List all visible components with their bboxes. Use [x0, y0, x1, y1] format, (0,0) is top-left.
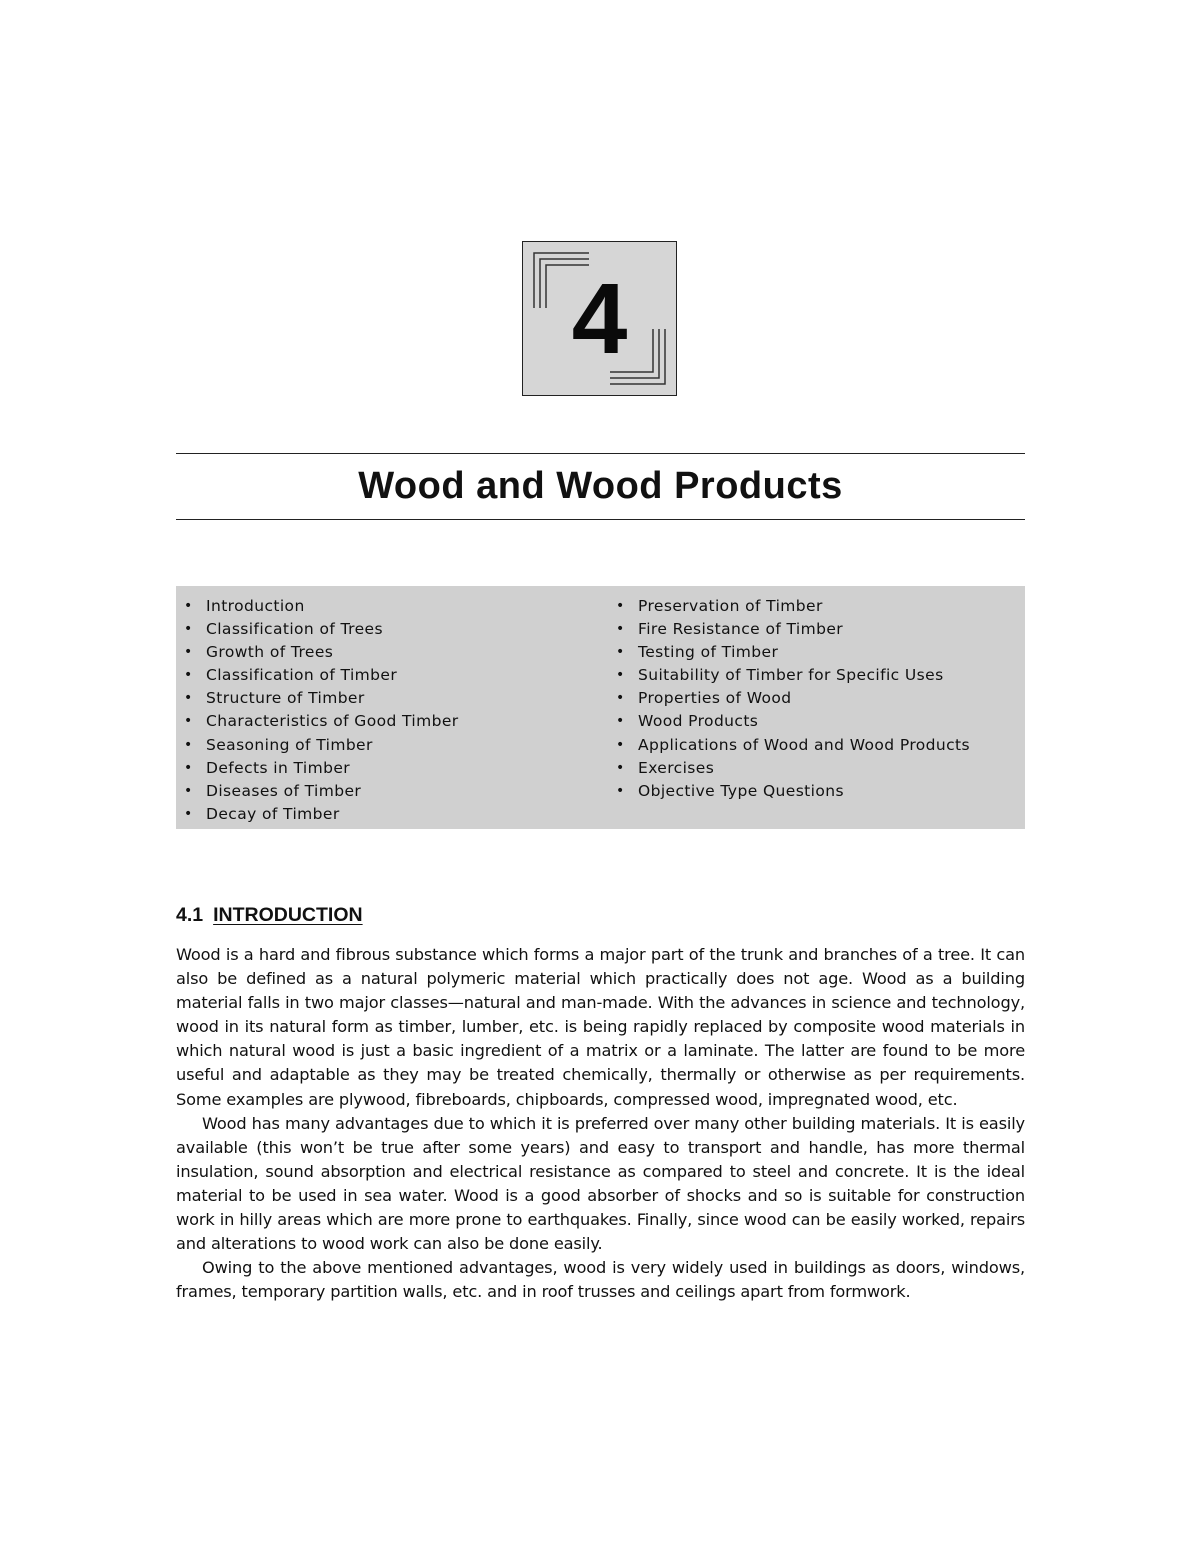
- section-number: 4.1: [176, 904, 204, 926]
- bullet-icon: •: [616, 598, 625, 614]
- contents-item: • Characteristics of Good Timber: [184, 710, 459, 733]
- chapter-number: 4: [571, 263, 628, 375]
- contents-item: • Wood Products: [616, 710, 970, 733]
- chapter-title: Wood and Wood Products: [358, 465, 843, 507]
- title-rule-top: [176, 453, 1025, 454]
- title-rule-bottom: [176, 519, 1025, 520]
- bullet-icon: •: [184, 759, 193, 776]
- section-heading: [176, 902, 363, 928]
- bullet-icon: •: [184, 621, 193, 638]
- contents-item: • Diseases of Timber: [184, 780, 459, 803]
- contents-item: • Suitability of Timber for Specific Uses: [616, 664, 970, 687]
- contents-item: • Structure of Timber: [184, 687, 459, 710]
- body-paragraph: Owing to the above mentioned advantages, wood is very widely used in buildings as doors, windows, frames, temporary partition walls, etc. and in roof trusses and ceilings apart from formwork.: [176, 1258, 1025, 1302]
- bullet-icon: •: [184, 598, 193, 614]
- contents-item: • Defects in Timber: [184, 757, 459, 780]
- bullet-icon: •: [184, 713, 193, 730]
- contents-item: • Fire Resistance of Timber: [616, 618, 970, 641]
- contents-item: • Preservation of Timber: [616, 595, 970, 618]
- contents-column-right: [616, 595, 970, 803]
- bullet-icon: •: [616, 782, 625, 799]
- contents-item: • Classification of Timber: [184, 664, 459, 687]
- contents-item: • Growth of Trees: [184, 641, 459, 664]
- bullet-icon: •: [616, 759, 625, 776]
- contents-item: • Seasoning of Timber: [184, 734, 459, 757]
- bullet-icon: •: [184, 736, 193, 753]
- body-paragraph: Wood has many advantages due to which it is preferred over many other building materials. It is easily available (this won’t be true after some years) and easy to transport and handle, has more thermal insulation, sound absorption and electrical resistance as compared to steel and concrete. It is the ideal material to be used in sea water. Wood is a good absorber of shocks and so is suitable for construction work in hilly areas which are more prone to earthquakes. Finally, since wood can be easily worked, repairs and alterations to wood work can also be done easily.: [176, 1113, 1025, 1254]
- bullet-icon: •: [184, 644, 193, 661]
- contents-item: • Objective Type Questions: [616, 780, 970, 803]
- contents-item: • Introduction: [184, 595, 459, 618]
- contents-item: • Exercises: [616, 757, 970, 780]
- contents-item: • Classification of Trees: [184, 618, 459, 641]
- bullet-icon: •: [616, 713, 625, 730]
- section-title: INTRODUCTION: [213, 904, 363, 926]
- contents-item: • Decay of Timber: [184, 803, 459, 826]
- contents-item: • Testing of Timber: [616, 641, 970, 664]
- bullet-icon: •: [616, 644, 625, 661]
- body-paragraph: Wood is a hard and fibrous substance which forms a major part of the trunk and branches of a tree. It can also be defined as a natural polymeric material which practically does not age. Wood as a building material falls in two major classes—natural and man-made. With the advances in science and technology, wood in its natural form as timber, lumber, etc. is being rapidly replaced by composite wood materials in which natural wood is just a basic ingredient of a matrix or a laminate. The latter are found to be more useful and adaptable as they may be treated chemically, thermally or otherwise as per requirements. Some examples are plywood, fibreboards, chipboards, compressed wood, impregnated wood, etc.: [176, 945, 1025, 1109]
- bullet-icon: •: [616, 690, 625, 707]
- contents-item: • Properties of Wood: [616, 687, 970, 710]
- bullet-icon: •: [184, 667, 193, 684]
- bullet-icon: •: [184, 782, 193, 799]
- bullet-icon: •: [616, 667, 625, 684]
- contents-item: • Applications of Wood and Wood Products: [616, 734, 970, 757]
- bullet-icon: •: [184, 805, 193, 822]
- bullet-icon: •: [616, 736, 625, 753]
- chapter-contents-panel: [176, 586, 1025, 829]
- contents-column-left: [184, 595, 459, 826]
- bullet-icon: •: [184, 690, 193, 707]
- bullet-icon: •: [616, 621, 625, 638]
- section-body: [176, 943, 1025, 1304]
- chapter-number-box: [522, 241, 677, 396]
